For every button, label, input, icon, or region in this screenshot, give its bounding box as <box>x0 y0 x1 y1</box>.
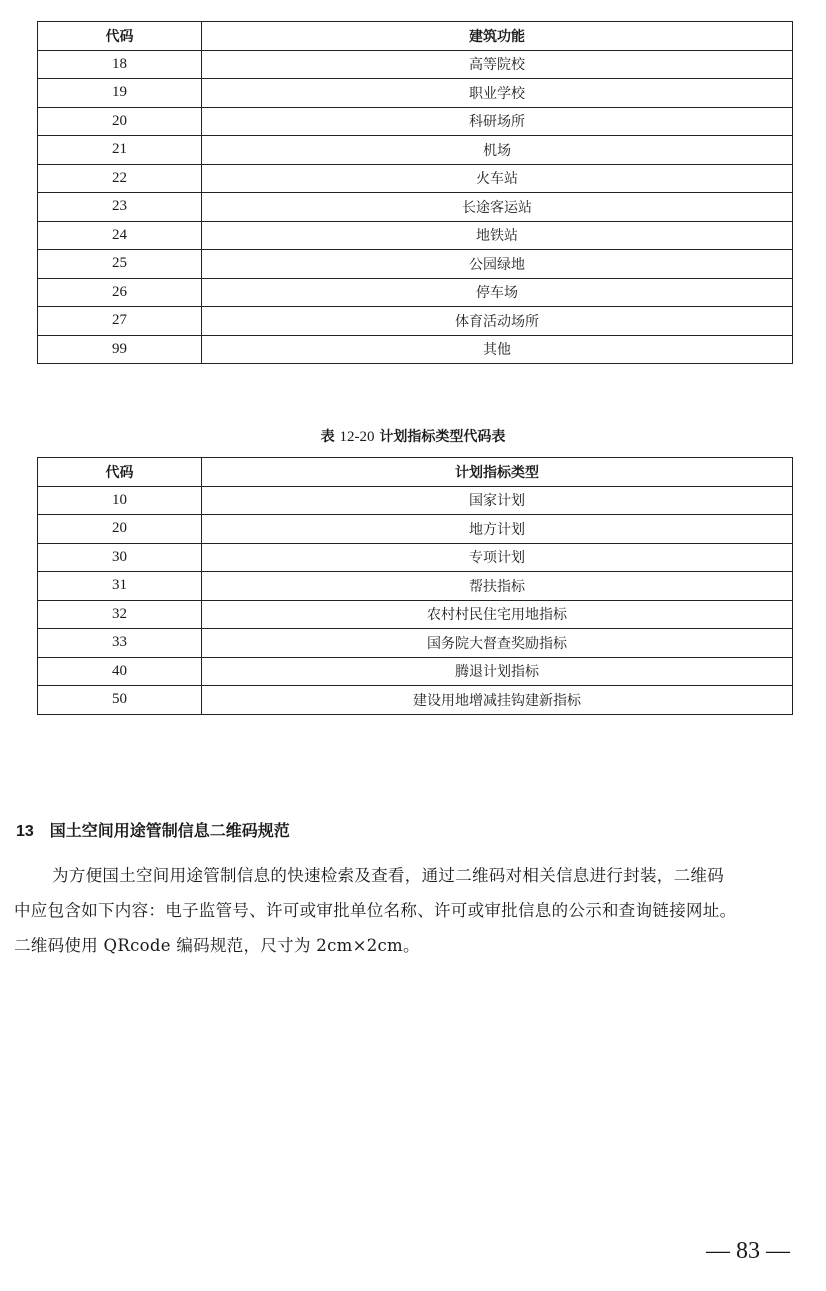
table-row <box>38 278 793 307</box>
name-cell: 专项计划 <box>202 543 793 572</box>
code-cell: 50 <box>38 686 202 715</box>
table-row <box>38 221 793 250</box>
name-cell: 科研场所 <box>202 107 793 136</box>
code-cell: 26 <box>38 278 202 307</box>
name-cell: 火车站 <box>202 164 793 193</box>
table-header-row <box>38 22 793 51</box>
name-cell: 其他 <box>202 335 793 364</box>
section-paragraph <box>14 858 820 963</box>
code-cell: 19 <box>38 79 202 108</box>
code-cell: 20 <box>38 515 202 544</box>
name-cell: 地铁站 <box>202 221 793 250</box>
table-row <box>38 657 793 686</box>
name-cell: 体育活动场所 <box>202 307 793 336</box>
paragraph-line: 中应包含如下内容：电子监管号、许可或审批单位名称、许可或审批信息的公示和查询链接网址。 <box>14 901 737 920</box>
caption-prefix: 表 <box>320 429 335 445</box>
table-row <box>38 136 793 165</box>
code-cell: 25 <box>38 250 202 279</box>
page-number: — 83 — <box>706 1238 790 1264</box>
paragraph-line: 为方便国土空间用途管制信息的快速检索及查看，通过二维码对相关信息进行封装，二维码 <box>52 866 724 885</box>
name-cell: 国务院大督查奖励指标 <box>202 629 793 658</box>
code-cell: 27 <box>38 307 202 336</box>
code-cell: 21 <box>38 136 202 165</box>
code-cell: 99 <box>38 335 202 364</box>
table-row <box>38 686 793 715</box>
table-row <box>38 79 793 108</box>
name-cell: 职业学校 <box>202 79 793 108</box>
name-cell: 长途客运站 <box>202 193 793 222</box>
name-cell: 帮扶指标 <box>202 572 793 601</box>
table-caption <box>0 426 826 446</box>
table-row <box>38 543 793 572</box>
column-header-code: 代码 <box>38 22 202 51</box>
column-header-plan-indicator-type: 计划指标类型 <box>202 458 793 487</box>
table-row <box>38 307 793 336</box>
table-row <box>38 107 793 136</box>
table-header-row <box>38 458 793 487</box>
table-row <box>38 250 793 279</box>
table-row <box>38 50 793 79</box>
column-header-code: 代码 <box>38 458 202 487</box>
plan-indicator-type-code-table <box>37 457 793 715</box>
name-cell: 机场 <box>202 136 793 165</box>
code-cell: 32 <box>38 600 202 629</box>
name-cell: 停车场 <box>202 278 793 307</box>
caption-number: 12-20 <box>339 429 375 445</box>
code-cell: 18 <box>38 50 202 79</box>
table-row <box>38 486 793 515</box>
table-row <box>38 164 793 193</box>
name-cell: 农村村民住宅用地指标 <box>202 600 793 629</box>
table-row <box>38 515 793 544</box>
code-cell: 24 <box>38 221 202 250</box>
code-cell: 33 <box>38 629 202 658</box>
name-cell: 公园绿地 <box>202 250 793 279</box>
code-cell: 10 <box>38 486 202 515</box>
code-cell: 30 <box>38 543 202 572</box>
table-row <box>38 572 793 601</box>
section-title: 国土空间用途管制信息二维码规范 <box>49 821 290 840</box>
paragraph-line: 二维码使用 QRcode 编码规范，尺寸为 2cm×2cm。 <box>14 936 420 955</box>
table-row <box>38 335 793 364</box>
name-cell: 国家计划 <box>202 486 793 515</box>
code-cell: 31 <box>38 572 202 601</box>
code-cell: 20 <box>38 107 202 136</box>
name-cell: 地方计划 <box>202 515 793 544</box>
name-cell: 高等院校 <box>202 50 793 79</box>
code-cell: 22 <box>38 164 202 193</box>
table-row <box>38 193 793 222</box>
table-row <box>38 629 793 658</box>
code-cell: 40 <box>38 657 202 686</box>
code-cell: 23 <box>38 193 202 222</box>
section-heading <box>16 818 290 841</box>
name-cell: 建设用地增减挂钩建新指标 <box>202 686 793 715</box>
column-header-building-function: 建筑功能 <box>202 22 793 51</box>
building-function-code-table <box>37 21 793 364</box>
section-number: 13 <box>16 823 34 840</box>
caption-title: 计划指标类型代码表 <box>379 429 506 445</box>
table-row <box>38 600 793 629</box>
name-cell: 腾退计划指标 <box>202 657 793 686</box>
